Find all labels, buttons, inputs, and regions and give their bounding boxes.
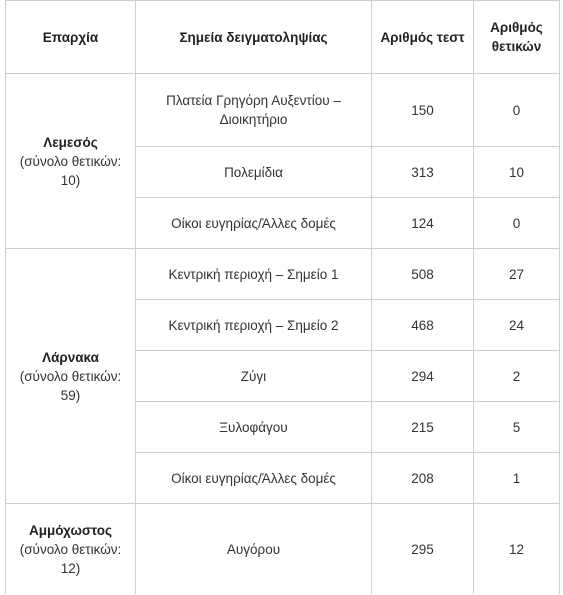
positives-cell: 24 bbox=[474, 300, 560, 351]
table-row bbox=[6, 74, 560, 147]
positives-cell: 12 bbox=[474, 504, 560, 595]
results-table bbox=[5, 0, 560, 594]
tests-cell: 208 bbox=[372, 453, 474, 504]
positives-cell: 10 bbox=[474, 147, 560, 198]
region-total: (σύνολο θετικών: 59) bbox=[19, 368, 122, 403]
tests-cell: 468 bbox=[372, 300, 474, 351]
positives-cell: 1 bbox=[474, 453, 560, 504]
site-cell: Ξυλοφάγου bbox=[136, 402, 372, 453]
header-row bbox=[6, 1, 560, 74]
site-cell: Κεντρική περιοχή – Σημείο 1 bbox=[136, 249, 372, 300]
region-name: Λάρνακα bbox=[42, 349, 99, 365]
tests-cell: 150 bbox=[372, 74, 474, 147]
tests-cell: 124 bbox=[372, 198, 474, 249]
region-cell bbox=[6, 249, 136, 504]
site-cell: Πολεμίδια bbox=[136, 147, 372, 198]
site-cell: Ζύγι bbox=[136, 351, 372, 402]
region-cell bbox=[6, 504, 136, 595]
region-total: (σύνολο θετικών: 12) bbox=[19, 541, 122, 576]
table-row bbox=[6, 249, 560, 300]
site-cell: Πλατεία Γρηγόρη Αυξεντίου – Διοικητήριο bbox=[136, 74, 372, 147]
header-tests: Αριθμός τεστ bbox=[372, 1, 474, 74]
header-positives: Αριθμός θετικών bbox=[474, 1, 560, 74]
site-cell: Αυγόρου bbox=[136, 504, 372, 595]
header-sampling-sites: Σημεία δειγματοληψίας bbox=[136, 1, 372, 74]
tests-cell: 295 bbox=[372, 504, 474, 595]
region-cell bbox=[6, 74, 136, 249]
region-total: (σύνολο θετικών: 10) bbox=[19, 153, 122, 188]
region-name: Λεμεσός bbox=[43, 134, 98, 150]
positives-cell: 5 bbox=[474, 402, 560, 453]
region-name: Αμμόχωστος bbox=[28, 522, 113, 538]
tests-cell: 313 bbox=[372, 147, 474, 198]
positives-cell: 0 bbox=[474, 198, 560, 249]
site-cell: Οίκοι ευγηρίας/Άλλες δομές bbox=[136, 198, 372, 249]
table-row bbox=[6, 504, 560, 595]
positives-cell: 0 bbox=[474, 74, 560, 147]
positives-cell: 2 bbox=[474, 351, 560, 402]
site-cell: Κεντρική περιοχή – Σημείο 2 bbox=[136, 300, 372, 351]
header-region: Επαρχία bbox=[6, 1, 136, 74]
site-cell: Οίκοι ευγηρίας/Άλλες δομές bbox=[136, 453, 372, 504]
tests-cell: 508 bbox=[372, 249, 474, 300]
tests-cell: 294 bbox=[372, 351, 474, 402]
tests-cell: 215 bbox=[372, 402, 474, 453]
positives-cell: 27 bbox=[474, 249, 560, 300]
